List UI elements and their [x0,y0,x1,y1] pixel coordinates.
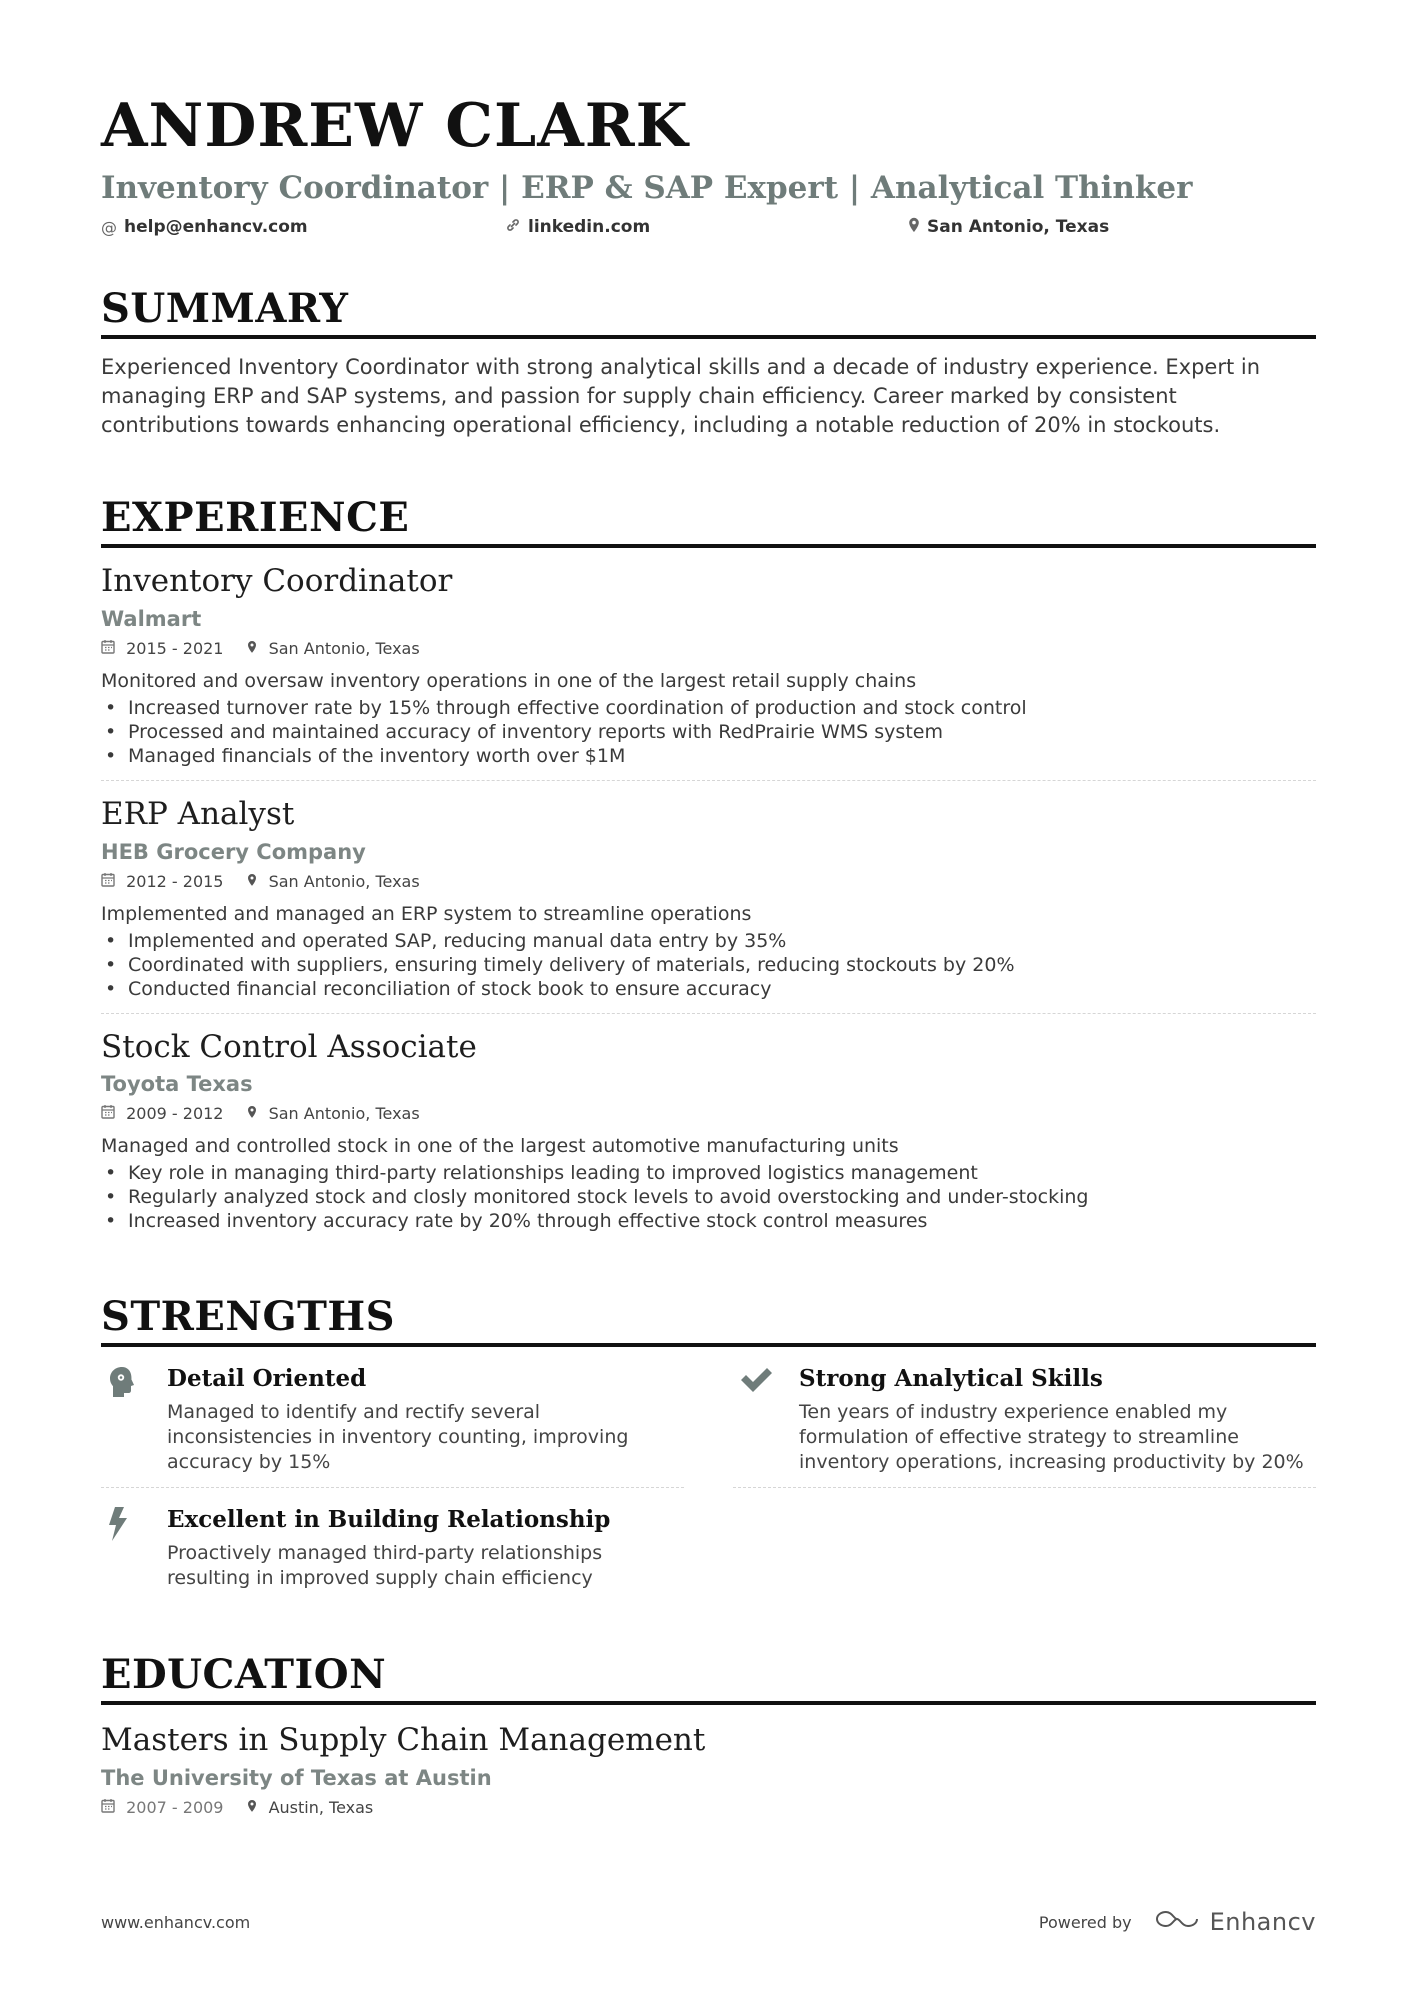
job-company: Walmart [101,606,202,631]
job-role: Inventory Coordinator [101,563,453,600]
powered-by [1039,1908,1316,1936]
enhancv-logo-icon [1154,1908,1200,1936]
job-company: Toyota Texas [101,1072,253,1097]
job-bullets [101,1161,1316,1233]
strength-description: Proactively managed third-party relationships resulting in improved supply chain efficiency [167,1542,603,1590]
contact-location [908,217,1109,237]
summary-section [101,285,1316,440]
job-role: Stock Control Associate [101,1028,477,1065]
strength-item [101,1488,684,1603]
location-pin-icon [908,217,920,237]
brand-logo[interactable] [1154,1908,1316,1936]
education-section [101,1651,1316,1818]
location-pin-icon [247,1798,262,1817]
job-description: Managed and controlled stock in one of the largest automotive manufacturing units [101,1135,899,1158]
job-entry [101,1014,1316,1246]
job-location: San Antonio, Texas [268,638,420,658]
job-bullet: • Increased turnover rate by 15% through effective coordination of production and stock control [101,696,1316,720]
strength-description: Ten years of industry experience enabled my formulation of effective strategy to streamline inventory operations, increasing productivity by 20% [799,1401,1304,1474]
job-bullet: • Regularly analyzed stock and closly monitored stock levels to avoid overstocking and under-stocking [101,1185,1316,1209]
link-icon [505,217,521,237]
job-description: Monitored and oversaw inventory operations in one of the largest retail supply chains [101,669,917,692]
job-bullet: • Implemented and operated SAP, reducing manual data entry by 35% [101,929,1316,953]
contact-email[interactable] [101,217,505,237]
job-bullet: • Coordinated with suppliers, ensuring timely delivery of materials, reducing stockouts by 20% [101,953,1316,977]
job-company: HEB Grocery Company [101,839,366,864]
job-bullets [101,929,1316,1001]
summary-heading: SUMMARY [101,289,1316,339]
powered-by-text: Powered by [1038,1912,1132,1932]
location-pin-icon [247,1104,262,1123]
strengths-grid [101,1365,1316,1603]
education-dates: 2007 - 2009 [126,1798,224,1818]
calendar-icon [101,1798,120,1817]
education-degree: Masters in Supply Chain Management [101,1722,706,1759]
education-location: Austin, Texas [268,1798,374,1818]
job-dates: 2015 - 2021 [126,638,224,658]
job-entry [101,548,1316,781]
candidate-title: Inventory Coordinator | ERP & SAP Expert | Analytical Thinker [101,170,1193,206]
strength-body [167,1365,684,1475]
summary-text: Experienced Inventory Coordinator with strong analytical skills and a decade of industry experience. Expert in managing ERP and SAP systems, and passion for supply chain efficiency. Career marked by consistent contributions towards enhancing operational efficiency, including a notable reduction of 20% in stockouts. [101,355,1261,438]
job-bullets [101,696,1316,768]
contact-linkedin[interactable] [505,217,908,237]
job-bullet: • Processed and maintained accuracy of inventory reports with RedPrairie WMS system [101,720,1316,744]
job-description: Implemented and managed an ERP system to streamline operations [101,902,752,925]
job-bullet: • Key role in managing third-party relationships leading to improved logistics management [101,1161,1316,1185]
strength-body [799,1365,1316,1475]
job-meta [101,872,1316,891]
contact-row [101,217,1316,237]
calendar-icon [101,1104,120,1123]
strengths-section [101,1293,1316,1603]
email-text: help@enhancv.com [124,217,308,238]
education-meta [101,1798,1316,1817]
strength-title: Excellent in Building Relationship [167,1506,611,1534]
job-dates: 2012 - 2015 [126,871,224,891]
education-entry [101,1705,1316,1817]
strength-title: Detail Oriented [167,1365,367,1393]
footer [101,1908,1316,1936]
job-bullet: • Conducted financial reconciliation of stock book to ensure accuracy [101,977,1316,1001]
experience-heading: EXPERIENCE [101,498,1316,548]
job-location: San Antonio, Texas [268,871,420,891]
footer-website[interactable]: www.enhancv.com [101,1912,251,1932]
strength-item [733,1365,1316,1488]
job-location: San Antonio, Texas [268,1104,420,1124]
strength-body [167,1506,684,1591]
job-dates: 2009 - 2012 [126,1104,224,1124]
at-icon: @ [101,217,117,237]
job-meta [101,639,1316,658]
candidate-name: ANDREW CLARK [101,91,689,161]
job-role: ERP Analyst [101,795,295,832]
education-school: The University of Texas at Austin [101,1766,492,1791]
experience-section [101,494,1316,1245]
job-bullet: • Managed financials of the inventory worth over $1M [101,744,1316,768]
strengths-heading: STRENGTHS [101,1297,1316,1347]
location-pin-icon [247,639,262,658]
location-text: San Antonio, Texas [927,217,1110,238]
lightning-icon [101,1506,167,1591]
job-meta [101,1104,1316,1123]
linkedin-text: linkedin.com [528,217,651,238]
calendar-icon [101,872,120,891]
calendar-icon [101,639,120,658]
strength-description: Managed to identify and rectify several inconsistencies in inventory counting, improving accuracy by 15% [167,1401,629,1474]
head-icon [101,1365,167,1475]
location-pin-icon [247,872,262,891]
strength-title: Strong Analytical Skills [799,1365,1103,1393]
job-entry [101,781,1316,1014]
education-heading: EDUCATION [101,1655,1316,1705]
job-bullet: • Increased inventory accuracy rate by 20% through effective stock control measures [101,1209,1316,1233]
strength-item [101,1365,684,1488]
checkmark-icon [733,1365,799,1475]
brand-text: Enhancv [1209,1908,1316,1936]
